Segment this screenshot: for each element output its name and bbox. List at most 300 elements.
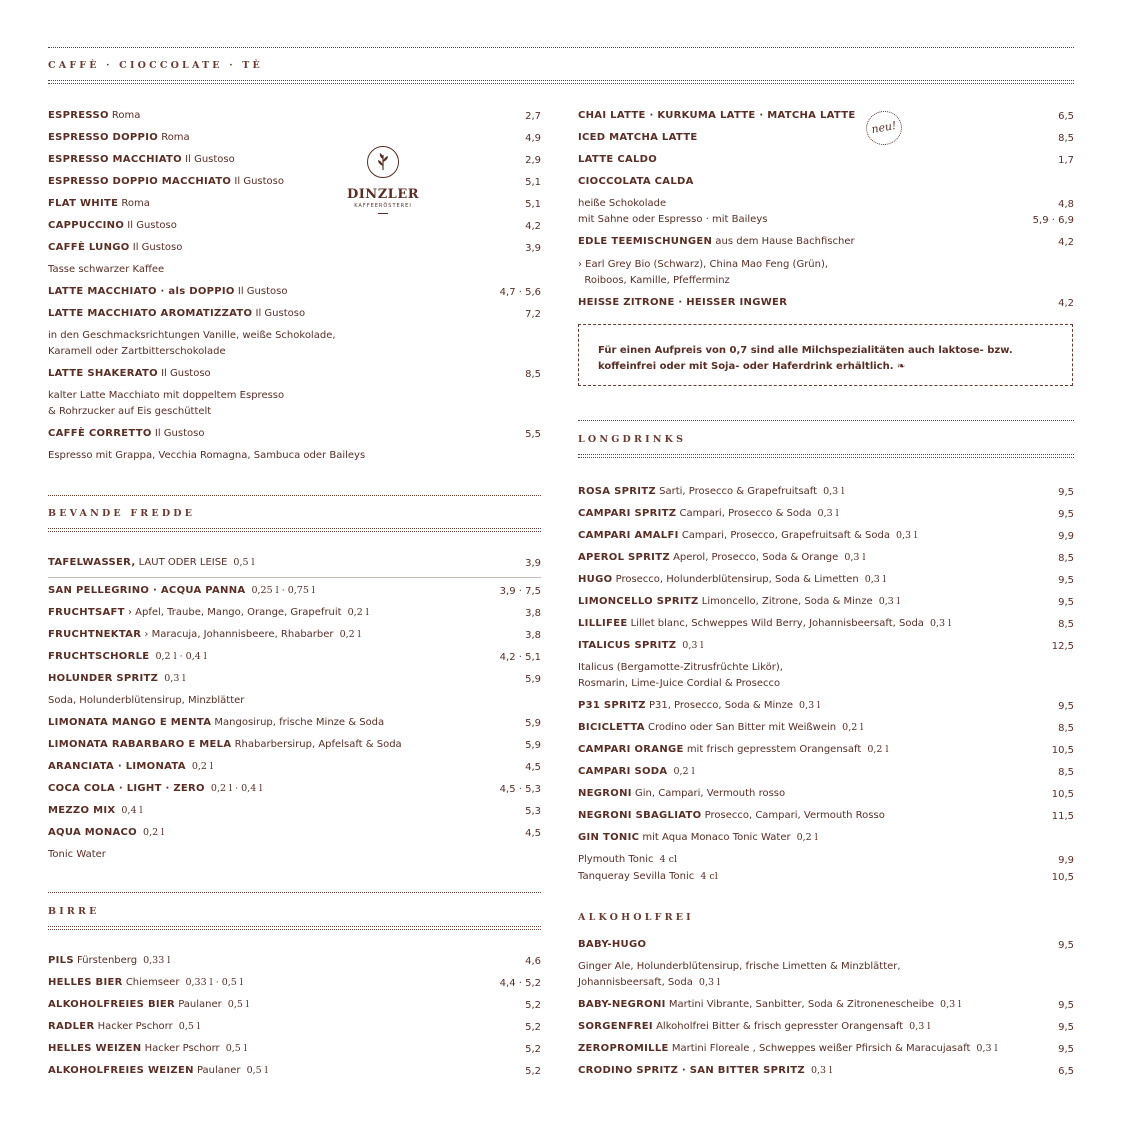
item-name: ESPRESSO DOPPIO MACCHIATO [48, 176, 232, 187]
item-name: CAFFÈ LUNGO [48, 242, 130, 253]
item-name: HELLES WEIZEN [48, 1043, 142, 1054]
item-price: 5,1 [525, 199, 541, 210]
menu-item [48, 1064, 268, 1078]
item-desc: Roma [118, 198, 150, 209]
item-desc: LAUT ODER LEISE [135, 557, 228, 568]
item-text: kalter Latte Macchiato mit doppeltem Espresso [48, 390, 285, 401]
menu-item [48, 716, 384, 730]
info-box [578, 324, 1073, 386]
menu-item-description [578, 258, 828, 272]
item-text: Karamell oder Zartbitterschokolade [48, 346, 226, 357]
item-name: SORGENFREI [578, 1021, 653, 1032]
menu-item-description [48, 329, 336, 343]
item-name: ITALICUS SPRITZ [578, 640, 677, 651]
menu-item [48, 197, 150, 211]
item-name: COCA COLA · LIGHT · ZERO [48, 783, 205, 794]
item-desc: Prosecco, Holunderblütensirup, Soda & Limetten [612, 574, 859, 585]
item-price: 9,5 [1058, 597, 1074, 608]
menu-item [48, 153, 235, 167]
item-price: 5,2 [525, 1066, 541, 1077]
item-volume: 0,3 l [804, 1065, 833, 1076]
item-price: 9,5 [1058, 575, 1074, 586]
item-name: CAMPARI SODA [578, 766, 668, 777]
section-title-birre: BIRRE [48, 906, 100, 917]
item-text: in den Geschmacksrichtungen Vanille, weiße Schokolade, [48, 330, 336, 341]
menu-item-description [48, 389, 284, 403]
item-text: Tanqueray Sevilla Tonic [578, 871, 695, 882]
item-price: 8,5 [1058, 619, 1074, 630]
section-title-fredde: BEVANDE FREDDE [48, 508, 196, 519]
item-desc: Paulaner [193, 1065, 241, 1076]
item-name: P31 SPRITZ [578, 700, 646, 711]
item-price: 6,5 [1058, 1066, 1074, 1077]
item-volume: 0,2 l [333, 629, 361, 640]
item-name: TAFELWASSER, [48, 557, 136, 568]
item-volume: 0,3 l [858, 574, 886, 585]
item-price: 10,5 [1051, 872, 1074, 883]
coffee-branch-icon [367, 146, 399, 178]
item-text: › Earl Grey Bio (Schwarz), China Mao Feng (Grün), [578, 259, 829, 270]
item-price: 10,5 [1051, 789, 1074, 800]
item-price: 4,2 · 5,1 [499, 652, 541, 663]
item-desc: › Apfel, Traube, Mango, Orange, Grapefruit [124, 607, 342, 618]
item-name: CAMPARI SPRITZ [578, 508, 677, 519]
item-price: 2,7 [525, 111, 541, 122]
item-price: 9,5 [1058, 701, 1074, 712]
item-price: 9,5 [1058, 487, 1074, 498]
item-desc: › Maracuja, Johannisbeere, Rhabarber [141, 629, 334, 640]
item-volume: 0,2 l · 0,4 l [149, 651, 207, 662]
menu-item [578, 529, 917, 543]
item-name: FRUCHTSCHORLE [48, 651, 150, 662]
item-price: 4,2 [1058, 298, 1074, 309]
item-price: 4,7 · 5,6 [499, 287, 541, 298]
divider [48, 47, 1074, 48]
divider [48, 577, 541, 578]
item-name: EDLE TEEMISCHUNGEN [578, 236, 713, 247]
menu-item [48, 650, 207, 664]
item-price: 5,2 [525, 1000, 541, 1011]
item-name: CIOCCOLATA CALDA [578, 176, 694, 187]
item-price: 4,2 [1058, 237, 1074, 248]
item-price: 4,8 [1058, 199, 1074, 210]
divider [48, 892, 541, 893]
item-price: 3,8 [525, 608, 541, 619]
item-volume: 0,2 l [341, 607, 369, 618]
item-name: FRUCHTSAFT [48, 607, 125, 618]
menu-item [48, 760, 213, 774]
divider [48, 80, 1074, 81]
item-price: 8,5 [1058, 133, 1074, 144]
item-desc: Rhabarbersirup, Apfelsaft & Soda [231, 739, 402, 750]
menu-item [48, 1042, 247, 1056]
item-volume: 4 cl [653, 854, 677, 865]
item-desc: Chiemseer [122, 977, 180, 988]
item-name: LIMONATA MANGO E MENTA [48, 717, 212, 728]
item-price: 4,4 · 5,2 [499, 978, 541, 989]
item-desc: Crodino oder San Bitter mit Weißwein [644, 722, 837, 733]
menu-item [578, 765, 695, 779]
menu-item [578, 296, 787, 310]
item-desc: Roma [108, 110, 141, 121]
item-volume: 0,3 l [889, 530, 918, 541]
item-name: ARANCIATA · LIMONATA [48, 761, 186, 772]
item-price: 3,8 [525, 630, 541, 641]
item-volume: 0,2 l [136, 827, 165, 838]
item-name: ESPRESSO MACCHIATO [48, 154, 182, 165]
item-name: BABY-NEGRONI [578, 999, 666, 1010]
item-text: heiße Schokolade [578, 198, 667, 209]
item-volume: 0,33 l · 0,5 l [179, 977, 243, 988]
item-text: Tasse schwarzer Kaffee [48, 264, 165, 275]
item-volume: 0,2 l [790, 832, 818, 843]
menu-item-description [578, 976, 720, 990]
item-name: HELLES BIER [48, 977, 123, 988]
menu-item [48, 285, 287, 299]
item-price: 4,5 · 5,3 [499, 784, 541, 795]
item-desc: mit frisch gepresstem Orangensaft [683, 744, 862, 755]
menu-item [48, 826, 164, 840]
item-name: NEGRONI SBAGLIATO [578, 810, 702, 821]
item-volume: 0,3 l [903, 1021, 931, 1032]
menu-item [578, 109, 856, 123]
item-desc: Sarti, Prosecco & Grapefruitsaft [655, 486, 818, 497]
item-volume: 0,3 l [692, 977, 721, 988]
menu-item [578, 831, 818, 845]
divider [578, 420, 1074, 421]
item-volume: 0,3 l [793, 700, 821, 711]
menu-item [578, 485, 844, 499]
menu-item [578, 809, 885, 823]
item-volume: 0,2 l [185, 761, 213, 772]
item-price: 9,5 [1058, 1044, 1074, 1055]
item-text: Rosmarin, Lime-Juice Cordial & Prosecco [578, 678, 781, 689]
menu-item [48, 672, 185, 686]
item-volume: 0,25 l · 0,75 l [245, 585, 315, 596]
item-name: PILS [48, 955, 74, 966]
divider [578, 457, 1074, 458]
item-name: HUGO [578, 574, 613, 585]
item-price: 4,5 [525, 828, 541, 839]
item-price: 4,5 [525, 762, 541, 773]
item-name: LATTE MACCHIATO · als DOPPIO [48, 286, 235, 297]
item-desc: Il Gustoso [129, 242, 183, 253]
item-desc: Fürstenberg [73, 955, 138, 966]
item-text: Soda, Holunderblütensirup, Minzblätter [48, 695, 245, 706]
item-volume: 0,3 l [676, 640, 704, 651]
item-price: 9,9 [1058, 531, 1074, 542]
item-volume: 0,3 l [817, 486, 845, 497]
section-title-caffe: CAFFÈ · CIOCCOLATE · TÈ [48, 60, 263, 71]
item-price: 3,9 · 7,5 [499, 586, 541, 597]
menu-item [48, 241, 182, 255]
menu-item-description [48, 345, 226, 359]
menu-item [578, 743, 889, 757]
menu-item [48, 738, 402, 752]
divider [48, 926, 541, 927]
item-desc: Alkoholfrei Bitter & frisch gepresster Orangensaft [652, 1021, 904, 1032]
leaf-icon: ❧ [897, 361, 906, 372]
menu-item-description [48, 848, 106, 862]
item-name: HEISSE ZITRONE · HEISSER INGWER [578, 297, 788, 308]
item-price: 1,7 [1058, 155, 1074, 166]
logo-subtitle: KAFFEERÖSTEREI [354, 203, 412, 209]
section-title-alkoholfrei: ALKOHOLFREI [578, 912, 694, 923]
item-price: 6,5 [1058, 111, 1074, 122]
item-price: 8,5 [525, 369, 541, 380]
item-name: CAMPARI AMALFI [578, 530, 679, 541]
item-name: SAN PELLEGRINO · ACQUA PANNA [48, 585, 246, 596]
item-name: HOLUNDER SPRITZ [48, 673, 159, 684]
menu-item [48, 367, 211, 381]
item-name: ALKOHOLFREIES BIER [48, 999, 176, 1010]
item-price: 5,9 [525, 674, 541, 685]
item-desc: Mangosirup, frische Minze & Soda [211, 717, 385, 728]
menu-item [578, 721, 863, 735]
item-name: GIN TONIC [578, 832, 640, 843]
item-volume: 4 cl [694, 871, 718, 882]
item-price: 9,5 [1058, 509, 1074, 520]
item-desc: Il Gustoso [234, 286, 288, 297]
item-volume: 0,5 l [227, 557, 255, 568]
menu-item [578, 507, 839, 521]
menu-item [578, 617, 951, 631]
item-desc: Prosecco, Campari, Vermouth Rosso [701, 810, 885, 821]
menu-item [578, 551, 866, 565]
item-desc: Limoncello, Zitrone, Soda & Minze [698, 596, 873, 607]
item-name: FLAT WHITE [48, 198, 119, 209]
item-price: 9,5 [1058, 1000, 1074, 1011]
divider [48, 929, 541, 930]
section-title-longdrinks: LONGDRINKS [578, 434, 687, 445]
menu-item [48, 556, 255, 570]
item-volume: 0,3 l [933, 999, 962, 1010]
item-price: 4,6 [525, 956, 541, 967]
divider [48, 495, 541, 496]
item-desc: Hacker Pschorr [141, 1043, 220, 1054]
item-name: CAFFÈ CORRETTO [48, 428, 152, 439]
menu-item [578, 1064, 832, 1078]
menu-item [578, 1020, 930, 1034]
item-price: 9,9 [1058, 855, 1074, 866]
item-name: CAPPUCCINO [48, 220, 125, 231]
item-name: RADLER [48, 1021, 95, 1032]
menu-item-description [48, 405, 211, 419]
logo-underline [378, 213, 388, 214]
item-desc: Il Gustoso [231, 176, 284, 187]
new-badge: neu! [863, 108, 904, 148]
item-price: 11,5 [1051, 811, 1074, 822]
item-price: 10,5 [1051, 745, 1074, 756]
menu-item [48, 804, 143, 818]
menu-item [578, 175, 694, 189]
menu-item [48, 954, 170, 968]
item-name: CHAI LATTE · KURKUMA LATTE · MATCHA LATTE [578, 110, 856, 121]
item-price: 8,5 [1058, 723, 1074, 734]
item-price: 5,5 [525, 429, 541, 440]
item-price: 5,9 [525, 740, 541, 751]
item-name: FRUCHTNEKTAR [48, 629, 142, 640]
item-volume: 0,2 l · 0,4 l [204, 783, 263, 794]
menu-item [48, 584, 315, 598]
item-price: 5,9 [525, 718, 541, 729]
item-name: ZEROPROMILLE [578, 1043, 669, 1054]
item-desc: Hacker Pschorr [94, 1021, 173, 1032]
divider [48, 531, 541, 532]
menu-item [578, 938, 646, 952]
item-text: Italicus (Bergamotte-Zitrusfrüchte Likör), [578, 662, 783, 673]
item-volume: 0,5 l [172, 1021, 200, 1032]
item-price: 2,9 [525, 155, 541, 166]
menu-item [578, 699, 820, 713]
item-name: LATTE SHAKERATO [48, 368, 158, 379]
item-name: NEGRONI [578, 788, 632, 799]
menu-item [48, 427, 204, 441]
item-text: Roiboos, Kamille, Pfefferminz [578, 275, 730, 286]
item-name: BICICLETTA [578, 722, 645, 733]
item-desc: Aperol, Prosecco, Soda & Orange [669, 552, 839, 563]
item-desc: Campari, Prosecco, Grapefruitsaft & Soda [678, 530, 890, 541]
item-volume: 0,3 l [158, 673, 186, 684]
divider [48, 528, 541, 529]
dinzler-logo [340, 146, 426, 214]
item-desc: Roma [158, 132, 190, 143]
menu-item-description [578, 853, 677, 867]
item-text: Tonic Water [48, 849, 106, 860]
item-desc: Martini Floreale , Schweppes weißer Pfirsich & Maracujasaft [668, 1043, 971, 1054]
menu-item [578, 595, 900, 609]
menu-item [48, 628, 361, 642]
item-price: 5,1 [525, 177, 541, 188]
menu-item [48, 307, 305, 321]
item-name: ESPRESSO [48, 110, 109, 121]
item-desc: aus dem Hause Bachfischer [712, 236, 855, 247]
item-volume: 0,2 l [667, 766, 695, 777]
item-desc: Il Gustoso [181, 154, 235, 165]
menu-item-description [578, 661, 783, 675]
menu-item-description [48, 263, 164, 277]
item-desc: mit Aqua Monaco Tonic Water [639, 832, 791, 843]
item-text: & Rohrzucker auf Eis geschüttelt [48, 406, 212, 417]
menu-item [48, 131, 190, 145]
divider [578, 454, 1074, 455]
menu-item [48, 782, 262, 796]
menu-item [578, 153, 657, 167]
item-volume: 0,33 l [137, 955, 171, 966]
item-name: APEROL SPRITZ [578, 552, 670, 563]
item-name: LIMONCELLO SPRITZ [578, 596, 699, 607]
item-desc: Campari, Prosecco & Soda [676, 508, 812, 519]
logo-name: DINZLER [346, 187, 420, 202]
item-desc: Il Gustoso [124, 220, 177, 231]
item-name: LATTE MACCHIATO AROMATIZZATO [48, 308, 253, 319]
item-name: LIMONATA RABARBARO E MELA [48, 739, 232, 750]
item-price: 3,9 [525, 558, 541, 569]
item-desc: Gin, Campari, Vermouth rosso [631, 788, 786, 799]
item-name: LATTE CALDO [578, 154, 658, 165]
item-name: CAMPARI ORANGE [578, 744, 684, 755]
item-name: ESPRESSO DOPPIO [48, 132, 159, 143]
item-price: 3,9 [525, 243, 541, 254]
menu-item [48, 998, 249, 1012]
menu-item-description [48, 694, 244, 708]
item-desc: Martini Vibrante, Sanbitter, Soda & Zitronenescheibe [665, 999, 934, 1010]
item-volume: 0,3 l [872, 596, 900, 607]
item-price: 9,5 [1058, 940, 1074, 951]
item-volume: 0,3 l [923, 618, 952, 629]
menu-item-description [578, 197, 666, 211]
item-name: AQUA MONACO [48, 827, 137, 838]
item-volume: 0,2 l [836, 722, 864, 733]
divider [48, 83, 1074, 84]
menu-item [578, 131, 697, 145]
item-desc: Il Gustoso [151, 428, 205, 439]
item-price: 8,5 [1058, 767, 1074, 778]
item-desc: P31, Prosecco, Soda & Minze [645, 700, 793, 711]
item-desc: Il Gustoso [252, 308, 306, 319]
item-price: 8,5 [1058, 553, 1074, 564]
menu-item [578, 639, 703, 653]
menu-item-description [48, 449, 365, 463]
menu-item [48, 606, 369, 620]
menu-item [578, 998, 961, 1012]
menu-item [578, 235, 855, 249]
item-name: MEZZO MIX [48, 805, 116, 816]
item-price: 12,5 [1051, 641, 1074, 652]
item-text: Ginger Ale, Holunderblütensirup, frische Limetten & Minzblätter, [578, 961, 901, 972]
item-volume: 0,5 l [219, 1043, 247, 1054]
item-desc: Il Gustoso [157, 368, 211, 379]
item-name: ICED MATCHA LATTE [578, 132, 698, 143]
menu-item [48, 219, 177, 233]
menu-item [578, 573, 886, 587]
menu-item-description [578, 274, 730, 288]
item-volume: 0,2 l [861, 744, 889, 755]
item-price: 5,3 [525, 806, 541, 817]
item-text: Espresso mit Grappa, Vecchia Romagna, Sambuca oder Baileys [48, 450, 366, 461]
menu-item [48, 1020, 200, 1034]
item-volume: 0,5 l [221, 999, 249, 1010]
item-volume: 0,5 l [240, 1065, 268, 1076]
item-text: mit Sahne oder Espresso · mit Baileys [578, 214, 768, 225]
item-price: 5,2 [525, 1022, 541, 1033]
item-price: 5,9 · 6,9 [1032, 215, 1074, 226]
info-text: Für einen Aufpreis von 0,7 sind alle Milchspezialitäten auch laktose- bzw. koffeinfrei oder mit Soja- oder Haferdrink erhältlich. [598, 345, 1013, 372]
item-price: 7,2 [525, 309, 541, 320]
item-name: ALKOHOLFREIES WEIZEN [48, 1065, 194, 1076]
menu-item-description [578, 677, 780, 691]
item-name: ROSA SPRITZ [578, 486, 656, 497]
menu-item-description [578, 960, 901, 974]
menu-item [48, 175, 284, 189]
item-volume: 0,3 l [970, 1043, 998, 1054]
item-price: 9,5 [1058, 1022, 1074, 1033]
menu-item-description [578, 870, 718, 884]
item-price: 5,2 [525, 1044, 541, 1055]
menu-item [48, 109, 140, 123]
menu-item [578, 787, 785, 801]
item-volume: 0,4 l [115, 805, 143, 816]
item-name: LILLIFEE [578, 618, 628, 629]
item-name: BABY-HUGO [578, 939, 647, 950]
item-desc: Lillet blanc, Schweppes Wild Berry, Johannisbeersaft, Soda [627, 618, 924, 629]
item-text: Johannisbeersaft, Soda [578, 977, 693, 988]
item-volume: 0,3 l [811, 508, 839, 519]
item-desc: Paulaner [175, 999, 222, 1010]
menu-item [48, 976, 243, 990]
item-text: Plymouth Tonic [578, 854, 654, 865]
menu-item [578, 1042, 998, 1056]
